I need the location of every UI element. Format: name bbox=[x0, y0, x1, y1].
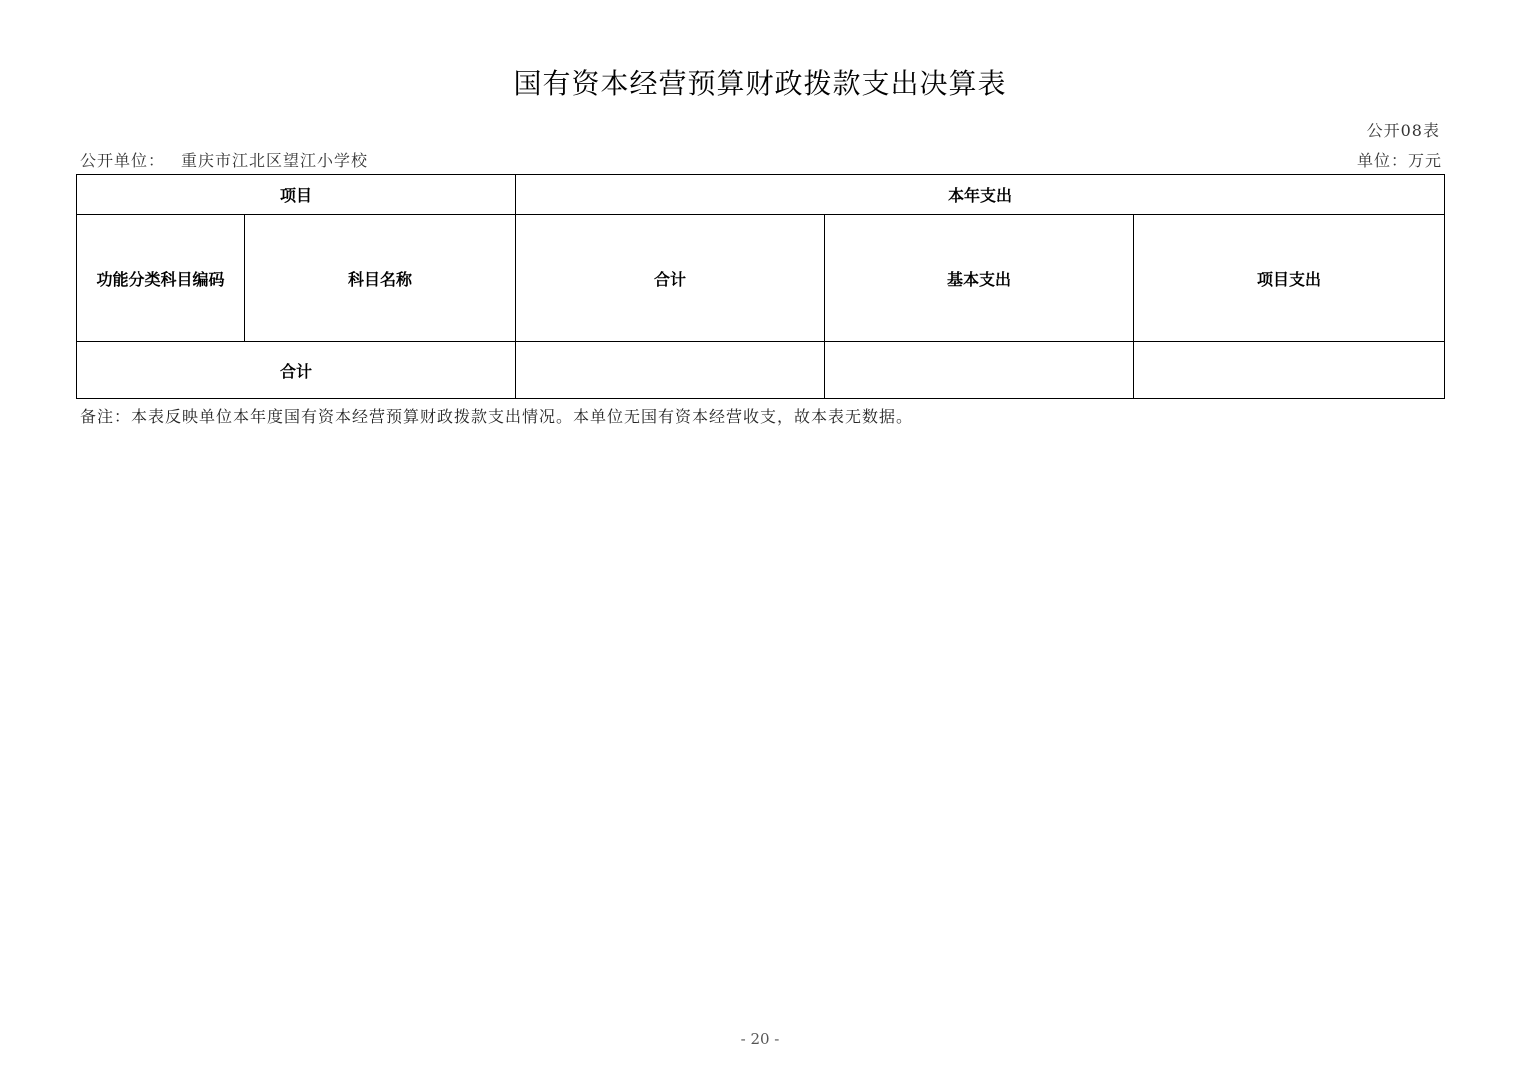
page-title: 国有资本经营预算财政拨款支出决算表 bbox=[513, 67, 1007, 100]
meta-row bbox=[80, 148, 1442, 170]
publisher-label: 公开单位： bbox=[80, 151, 166, 170]
table-note: 备注：本表反映单位本年度国有资本经营预算财政拨款支出情况。本单位无国有资本经营收支，故本表无数据。 bbox=[80, 407, 914, 426]
table-code: 公开08表 bbox=[1366, 121, 1440, 140]
header-basic-expense: 基本支出 bbox=[825, 215, 1134, 342]
expenditure-table bbox=[76, 174, 1445, 399]
header-item: 项目 bbox=[77, 175, 516, 215]
header-project-expense: 项目支出 bbox=[1134, 215, 1445, 342]
total-row-total-cell bbox=[516, 342, 825, 399]
table-subheader-row bbox=[77, 215, 1445, 342]
total-row-project-cell bbox=[1134, 342, 1445, 399]
publisher-info bbox=[80, 148, 368, 171]
header-function-code: 功能分类科目编码 bbox=[77, 215, 245, 342]
unit-label: 单位：万元 bbox=[1356, 151, 1442, 170]
header-total: 合计 bbox=[516, 215, 825, 342]
page-number: - 20 - bbox=[740, 1030, 780, 1048]
total-row-basic-cell bbox=[825, 342, 1134, 399]
table-total-row bbox=[77, 342, 1445, 399]
header-subject-name: 科目名称 bbox=[245, 215, 516, 342]
total-row-label: 合计 bbox=[77, 342, 516, 399]
table-header-row bbox=[77, 175, 1445, 215]
publisher-name: 重庆市江北区望江小学校 bbox=[181, 151, 369, 170]
header-current-year-expense: 本年支出 bbox=[516, 175, 1445, 215]
